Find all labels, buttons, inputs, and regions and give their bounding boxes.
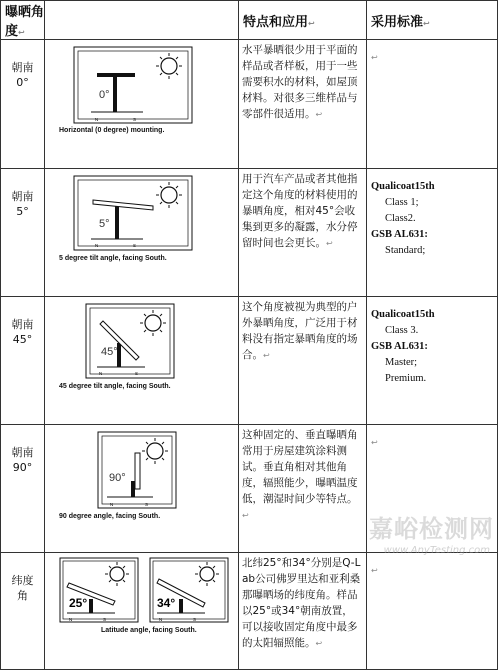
svg-text:S: S — [145, 502, 149, 507]
mounting-diagram-5deg — [73, 175, 195, 253]
standards-cell: ↩ — [367, 553, 498, 670]
standard-class: Class 1; — [385, 197, 419, 208]
svg-text:S: S — [133, 243, 137, 248]
figure-cell — [45, 40, 239, 169]
feature-description: 这种固定的、垂直曝晒角常用于房屋建筑涂料测试。垂直角相对其他角度，辐照能少，曝晒温度低，潮湿时间少等特点。↩ — [239, 425, 367, 553]
svg-text:34°: 34° — [157, 596, 176, 610]
feature-description: 北纬25°和34°分别是Q-Lab公司佛罗里达和亚利桑那曝晒场的纬度角。样品以25°或34°朝南放置，可以接收固定角度中最多的太阳辐照能。↩ — [239, 553, 367, 670]
standard-class: Class 3. — [385, 325, 419, 336]
svg-text:25°: 25° — [69, 596, 88, 610]
table-header — [1, 1, 498, 40]
figure-cell — [45, 553, 239, 670]
figure-caption: Latitude angle, facing South. — [101, 627, 197, 634]
figure-cell — [45, 297, 239, 425]
standard-class: Standard; — [385, 245, 426, 256]
svg-text:S: S — [133, 117, 137, 122]
angle-cell: 朝南 0° — [1, 40, 45, 169]
svg-text:N: N — [159, 617, 163, 622]
svg-text:N: N — [95, 117, 99, 122]
mounting-diagram-latitude — [59, 557, 231, 623]
standards-cell — [367, 297, 498, 425]
svg-text:N: N — [110, 502, 114, 507]
standard-class: Master; — [385, 357, 418, 368]
svg-text:S: S — [135, 371, 139, 376]
angle-cell: 纬度 角 — [1, 553, 45, 670]
standard-name: Qualicoat15th — [371, 181, 435, 192]
header-standards: 采用标准↩ — [367, 1, 498, 40]
figure-caption: 5 degree tilt angle, facing South. — [59, 255, 167, 262]
standards-cell: ↩ — [367, 40, 498, 169]
svg-text:5°: 5° — [99, 218, 110, 230]
svg-text:N: N — [95, 243, 99, 248]
mounting-diagram-90deg — [97, 431, 179, 511]
mounting-diagram-horizontal — [73, 46, 195, 126]
angle-cell: 朝南 45° — [1, 297, 45, 425]
figure-caption: Horizontal (0 degree) mounting. — [59, 127, 165, 134]
standard-class: Class2. — [385, 213, 416, 224]
svg-text:90°: 90° — [109, 472, 126, 484]
table-row — [1, 553, 498, 670]
standard-name: GSB AL631: — [371, 229, 428, 240]
standards-cell — [367, 169, 498, 297]
feature-description: 用于汽车产品或者其他指定这个角度的材料使用的暴晒角度，相对45°会收集到更多的凝露，水分停留时间也会更长。↩ — [239, 169, 367, 297]
table-row — [1, 169, 498, 297]
svg-text:S: S — [193, 617, 197, 622]
angle-cell: 朝南 5° — [1, 169, 45, 297]
angle-cell: 朝南 90° — [1, 425, 45, 553]
standard-name: GSB AL631: — [371, 341, 428, 352]
header-figure — [45, 1, 239, 40]
header-features: 特点和应用↩ — [239, 1, 367, 40]
feature-description: 这个角度被视为典型的户外暴晒角度，广泛用于材料没有指定暴晒角度的场合。↩ — [239, 297, 367, 425]
svg-text:45°: 45° — [101, 346, 118, 358]
watermark-text: 嘉峪检测网 — [369, 515, 494, 543]
standard-class: Premium. — [385, 373, 427, 384]
svg-text:S: S — [103, 617, 107, 622]
header-angle: 曝晒角度↩ — [1, 1, 45, 40]
svg-text:N: N — [99, 371, 103, 376]
table-row — [1, 40, 498, 169]
figure-caption: 45 degree tilt angle, facing South. — [59, 383, 171, 390]
figure-caption: 90 degree angle, facing South. — [59, 513, 161, 520]
figure-cell — [45, 425, 239, 553]
watermark-url: www.AnyTesting.com — [383, 545, 490, 556]
table-row — [1, 297, 498, 425]
standards-cell: ↩ — [367, 425, 498, 553]
svg-text:N: N — [69, 617, 73, 622]
figure-cell — [45, 169, 239, 297]
feature-description: 水平暴晒很少用于平面的样品或者样板，用于一些需要积水的材料，如屋顶材料。对很多三维样品与零部件很适用。↩ — [239, 40, 367, 169]
mounting-diagram-45deg — [85, 303, 177, 381]
standard-name: Qualicoat15th — [371, 309, 435, 320]
svg-text:0°: 0° — [99, 89, 110, 101]
